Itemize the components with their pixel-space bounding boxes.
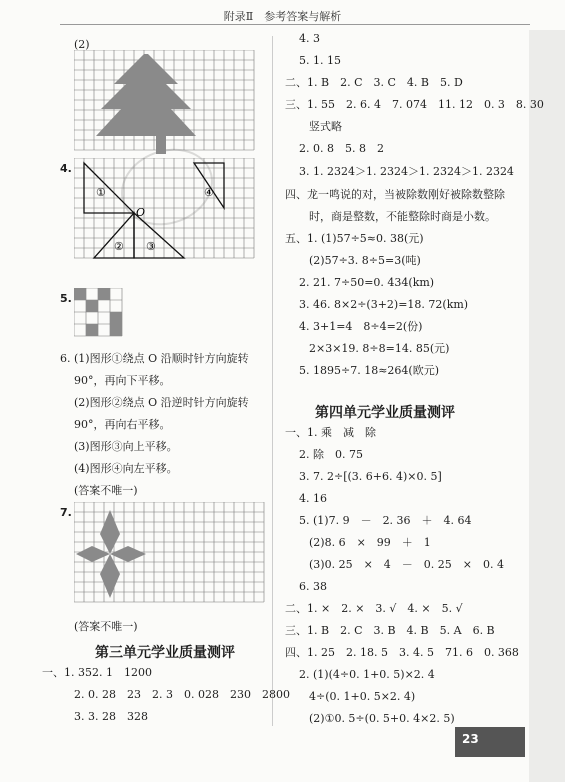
- s3-line: 3. 3. 28 328: [74, 710, 148, 723]
- fig7-note: (答案不唯一): [74, 620, 138, 633]
- region-label-1: ①: [96, 186, 106, 199]
- answer-line: 二、1. B 2. C 3. C 4. B 5. D: [285, 76, 463, 89]
- answer-line: (2)①0. 5÷(0. 5+0. 4×2. 5): [309, 712, 455, 725]
- answer-line: 五、1. (1)57÷5≈0. 38(元): [285, 232, 424, 245]
- fig4-label: 4.: [60, 162, 72, 175]
- tree-shape: [96, 54, 196, 154]
- answer-line: 4. 3: [299, 32, 320, 45]
- fig2-grid-tree: [74, 50, 264, 160]
- answer-line: 4. 3+1=4 8÷4=2(份): [299, 320, 423, 333]
- section-4-title: 第四单元学业质量测评: [315, 405, 455, 421]
- q6-line: 90°，再向下平移。: [74, 374, 171, 387]
- right-column: [285, 30, 544, 750]
- answer-line: 竖式略: [309, 120, 342, 133]
- cell-filled: [110, 312, 122, 324]
- answer-line: 2. (1)(4÷0. 1+0. 5)×2. 4: [299, 668, 435, 681]
- answer-line: 2×3×19. 8÷8=14. 85(元): [309, 342, 450, 355]
- region-label-3: ③: [146, 240, 156, 253]
- answer-line: 一、1. 乘 减 除: [285, 426, 376, 439]
- q6-line: 6. (1)图形①绕点 O 沿顺时针方向旋转: [60, 352, 249, 365]
- fig4-grid-rotation: [74, 158, 264, 266]
- center-point-o: O: [136, 206, 146, 219]
- left-column: [42, 30, 290, 750]
- fig7-label: 7.: [60, 506, 72, 519]
- fig7-grid-flower: [74, 502, 270, 610]
- answer-line: 时，商是整数，不能整除时商是小数。: [309, 210, 496, 223]
- petal-right: [110, 546, 146, 562]
- cell-filled: [110, 324, 122, 336]
- answer-line: 2. 除 0. 75: [299, 448, 363, 461]
- answer-line: 四、1. 25 2. 18. 5 3. 4. 5 71. 6 0. 368: [285, 646, 519, 659]
- cell-filled: [74, 288, 86, 300]
- cell-filled: [86, 300, 98, 312]
- q6-line: (4)图形④向左平移。: [74, 462, 178, 475]
- answer-line: (2)57÷3. 8÷5=3(吨): [309, 254, 421, 267]
- answer-line: 2. 0. 8 5. 8 2: [299, 142, 384, 155]
- petal-top: [100, 510, 120, 554]
- cell-filled: [86, 324, 98, 336]
- header-rule: [60, 24, 530, 25]
- answer-line: 4÷(0. 1+0. 5×2. 4): [309, 690, 416, 703]
- answer-line: 3. 7. 2÷[(3. 6+6. 4)×0. 5]: [299, 470, 442, 483]
- grid-lines: [74, 158, 254, 258]
- answer-line: 四、龙一鸣说的对，当被除数刚好被除数整除: [285, 188, 505, 201]
- q6-line: (2)图形②绕点 O 沿逆时针方向旋转: [74, 396, 249, 409]
- q6-line: (答案不唯一): [74, 484, 138, 497]
- answer-line: (3)0. 25 × 4 － 0. 25 × 0. 4: [309, 558, 504, 571]
- s3-line: 2. 0. 28 23 2. 3 0. 028 230 2800: [74, 688, 290, 701]
- answer-line: 4. 16: [299, 492, 327, 505]
- section-3-title: 第三单元学业质量测评: [95, 645, 235, 661]
- answer-line: 5. (1)7. 9 － 2. 36 ＋ 4. 64: [299, 514, 472, 527]
- answer-line: 5. 1. 15: [299, 54, 341, 67]
- cell-filled: [98, 288, 110, 300]
- petal-bottom: [100, 554, 120, 598]
- answer-line: 三、1. B 2. C 3. B 4. B 5. A 6. B: [285, 624, 495, 637]
- page-header: 附录Ⅱ 参考答案与解析: [223, 10, 342, 23]
- page-edge-shadow: [529, 30, 565, 782]
- region-label-2: ②: [114, 240, 124, 253]
- fig5-label: 5.: [60, 292, 72, 305]
- answer-line: (2)8. 6 × 99 ＋ 1: [309, 536, 431, 549]
- fig2-label: (2): [74, 38, 90, 51]
- s3-line: 一、1. 352. 1 1200: [42, 666, 152, 679]
- answer-line: 6. 38: [299, 580, 327, 593]
- fig5-checker: [74, 288, 134, 340]
- answer-line: 5. 1895÷7. 18≈264(欧元): [299, 364, 439, 377]
- page-number: 23: [462, 732, 479, 746]
- answer-line: 3. 1. 2324＞1. 2324＞1. 2324＞1. 2324: [299, 165, 514, 178]
- region-label-4: ④: [204, 186, 214, 199]
- petal-left: [76, 546, 110, 562]
- answer-line: 三、1. 55 2. 6. 4 7. 074 11. 12 0. 3 8. 30: [285, 98, 544, 111]
- q6-line: (3)图形③向上平移。: [74, 440, 178, 453]
- triangle-3: [134, 213, 184, 258]
- column-separator: [272, 36, 273, 726]
- answer-line: 二、1. × 2. × 3. √ 4. × 5. √: [285, 602, 463, 615]
- answer-line: 2. 21. 7÷50=0. 434(km): [299, 276, 435, 289]
- answer-line: 3. 46. 8×2÷(3+2)=18. 72(km): [299, 298, 469, 311]
- q6-line: 90°，再向右平移。: [74, 418, 171, 431]
